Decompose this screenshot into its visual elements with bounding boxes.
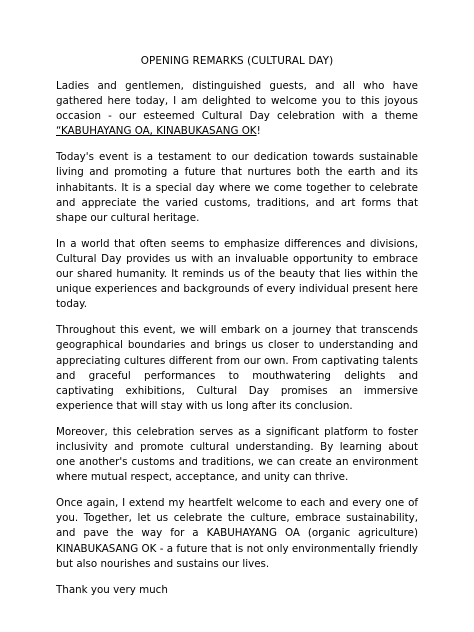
paragraph-greeting <box>56 79 418 139</box>
closing-line: Thank you very much <box>56 583 168 596</box>
document-title: OPENING REMARKS (CULTURAL DAY) <box>140 55 334 67</box>
paragraph-welcome: Once again, I extend my heartfelt welcome to each and every one of you. Together, let us celebrate the culture, embrace sustainability, and pave the way for a KABUHAYANG OA (organic agriculture) KINABUKASANG OK - a future that is not only environmentally friendly but also nourishes and sustains our lives. <box>56 497 418 570</box>
greeting-end: ! <box>256 125 261 138</box>
paragraph-inclusivity: Moreover, this celebration serves as a significant platform to foster inclusivity and promote cultural understanding. By learning about one another's customs and traditions, we can create an environment where mutual respect, acceptance, and unity can thrive. <box>56 425 418 484</box>
paragraph-shared-humanity: In a world that often seems to emphasize differences and divisions, Cultural Day provides us with an invaluable opportunity to embrace our shared humanity. It reminds us of the beauty that lies within the unique experiences and backgrounds of every individual present here today. <box>56 237 418 311</box>
document-page <box>56 54 418 598</box>
paragraph-testament: Today's event is a testament to our dedication towards sustainable living and promoting a future that nurtures both the earth and its inhabitants. It is a special day where we come together to celebrate and appreciate the varied customs, traditions, and art forms that shape our cultural heritage. <box>56 151 418 224</box>
paragraph-journey: Throughout this event, we will embark on a journey that transcends geographical boundaries and brings us closer to understanding and appreciating cultures different from our own. From captivating talents and graceful performances to mouthwatering delights and captivating exhibitions, Cultural Day promises an immersive experience that will stay with us long after its conclusion. <box>56 324 418 412</box>
greeting-text: Ladies and gentlemen, distinguished guests, and all who have gathered here today, I am delighted to welcome you to this joyous occasion - our esteemed Cultural Day celebration with a theme <box>56 80 418 123</box>
theme-text: “KABUHAYANG OA, KINABUKASANG OK <box>56 125 257 138</box>
